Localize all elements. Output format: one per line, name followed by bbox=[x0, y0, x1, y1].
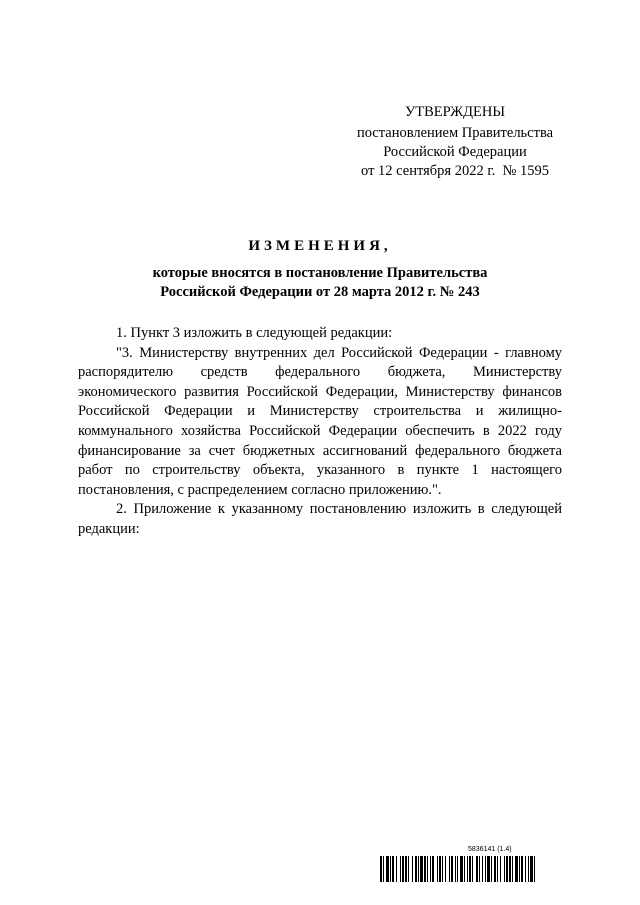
barcode-bar bbox=[445, 856, 446, 882]
barcode-bar bbox=[487, 856, 490, 882]
barcode-bar bbox=[427, 856, 428, 882]
subtitle-line-1: которые вносятся в постановление Правительства bbox=[152, 265, 488, 281]
barcode-bar bbox=[519, 856, 520, 882]
barcode-id: 5836141 (1.4) bbox=[468, 846, 512, 853]
barcode-bar bbox=[442, 856, 443, 882]
barcode-bar bbox=[469, 856, 471, 882]
barcode-bar bbox=[534, 856, 535, 882]
document-body bbox=[78, 324, 562, 540]
barcode-bar bbox=[415, 856, 417, 882]
barcode-bar bbox=[412, 856, 413, 882]
barcode-bar bbox=[509, 856, 511, 882]
barcode-bar bbox=[460, 856, 463, 882]
paragraph-3: 2. Приложение к указанному постановлению изложить в следующей редакции: bbox=[78, 501, 562, 537]
barcode-bar bbox=[400, 856, 401, 882]
barcode-bar bbox=[515, 856, 518, 882]
subtitle-line-2: Российской Федерации от 28 марта 2012 г. № 243 bbox=[160, 284, 480, 300]
barcode-bar bbox=[449, 856, 450, 882]
barcode-bar bbox=[521, 856, 523, 882]
paragraph-2: "3. Министерству внутренних дел Российской Федерации - главному распорядителю средств федерального бюджета, Министерству экономического развития Российской Федерации, Министерству финансов Российской Федерации и Министерству строительства и жилищно-коммунального хозяйства Российской Федерации обеспечить в 2022 году финансирование за счет бюджетных ассигнований федерального бюджета работ по строительству объекта, указанного в пункте 1 настоящего постановления, с распределением согласно приложению.". bbox=[78, 344, 562, 498]
barcode-bar bbox=[500, 856, 501, 882]
barcode-bar bbox=[530, 856, 533, 882]
paragraph-1: 1. Пункт 3 изложить в следующей редакции: bbox=[116, 325, 393, 341]
barcode-bar bbox=[451, 856, 453, 882]
barcode-bar bbox=[485, 856, 486, 882]
barcode-bar bbox=[408, 856, 409, 882]
barcode-bar bbox=[396, 856, 397, 882]
approval-line-1: постановлением Правительства bbox=[356, 125, 554, 141]
barcode-bar bbox=[528, 856, 529, 882]
barcode-bar bbox=[432, 856, 434, 882]
barcode-bar bbox=[402, 856, 404, 882]
barcode-bar bbox=[420, 856, 423, 882]
barcode-bar bbox=[430, 856, 431, 882]
barcode-bar bbox=[418, 856, 419, 882]
barcode-bar bbox=[380, 856, 382, 882]
barcode-bar bbox=[525, 856, 526, 882]
barcode-bar bbox=[506, 856, 508, 882]
document-title: ИЗМЕНЕНИЯ, bbox=[248, 238, 392, 254]
barcode-bar bbox=[482, 856, 483, 882]
barcode-bar bbox=[457, 856, 458, 882]
barcode-bar bbox=[437, 856, 438, 882]
approval-stamp: УТВЕРЖДЕНЫ bbox=[404, 104, 506, 120]
barcode-bar bbox=[390, 856, 391, 882]
barcode-bar bbox=[497, 856, 498, 882]
approval-line-3: от 12 сентября 2022 г. № 1595 bbox=[361, 163, 549, 179]
approval-line-2: Российской Федерации bbox=[383, 144, 527, 160]
barcode-bar bbox=[494, 856, 496, 882]
barcode-bar bbox=[424, 856, 426, 882]
barcode-bar bbox=[455, 856, 456, 882]
barcode-bar bbox=[512, 856, 513, 882]
barcode-bar bbox=[439, 856, 441, 882]
barcode-bar bbox=[472, 856, 473, 882]
barcode-bar bbox=[386, 856, 389, 882]
document-subtitle bbox=[100, 264, 540, 302]
approval-block bbox=[330, 103, 580, 181]
barcode-bar bbox=[504, 856, 505, 882]
barcode-bar bbox=[383, 856, 384, 882]
barcode-block bbox=[380, 846, 587, 886]
barcode-bar bbox=[464, 856, 465, 882]
barcode-bar bbox=[467, 856, 468, 882]
barcode-bar bbox=[491, 856, 492, 882]
barcode-bar bbox=[405, 856, 407, 882]
barcode-bar bbox=[476, 856, 478, 882]
barcode-bar bbox=[479, 856, 480, 882]
barcode-bar bbox=[392, 856, 394, 882]
barcode-image bbox=[380, 856, 587, 882]
